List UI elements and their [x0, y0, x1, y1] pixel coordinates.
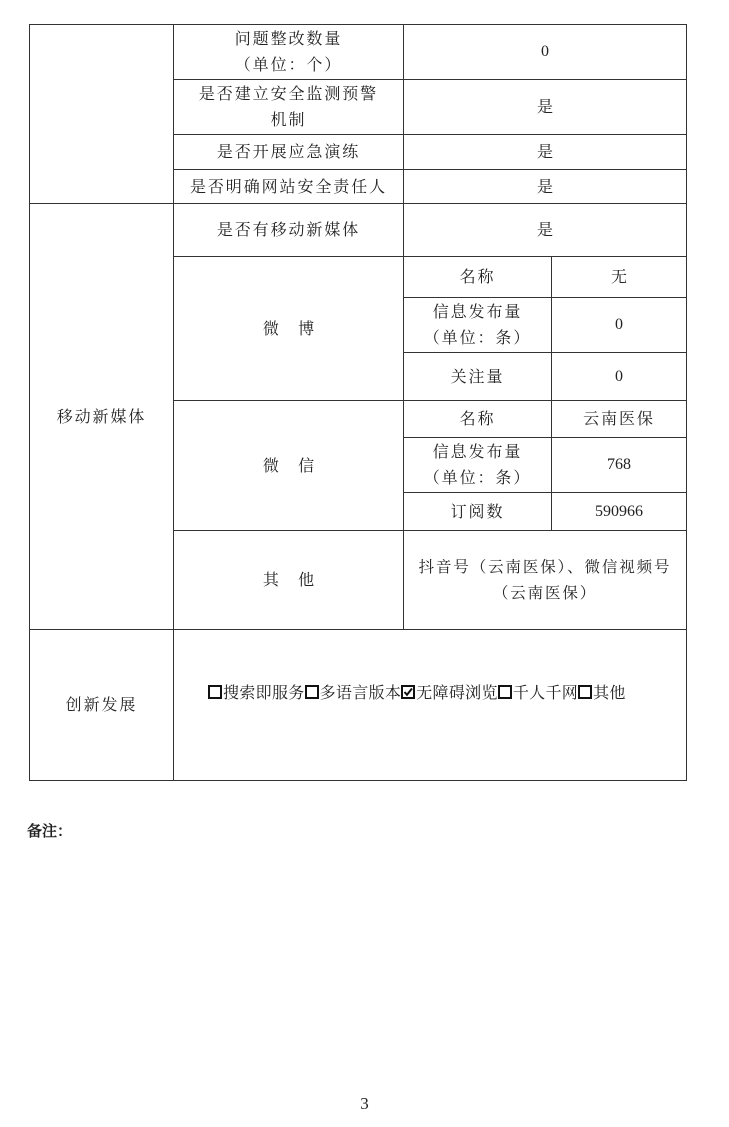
option-multilingual[interactable] — [305, 680, 402, 706]
wechat-subscribers-value: 590966 — [551, 492, 687, 531]
option-label: 搜索即服务 — [223, 683, 305, 702]
rectify-count-value: 0 — [403, 24, 687, 80]
checkbox-unchecked-icon[interactable] — [305, 685, 319, 699]
early-warning-value: 是 — [403, 79, 687, 135]
early-warning-label-line2: 机制 — [270, 110, 307, 129]
mobile-media-section-label: 移动新媒体 — [29, 203, 174, 630]
rectify-count-label-line1: 问题整改数量 — [234, 29, 343, 48]
wechat-subscribers-label: 订阅数 — [403, 492, 552, 531]
wechat-name-label: 名称 — [403, 400, 552, 438]
has-media-label: 是否有移动新媒体 — [173, 203, 404, 257]
weibo-posts-label — [403, 297, 552, 353]
weibo-posts-label-line1: 信息发布量 — [432, 302, 523, 321]
rectify-count-label — [173, 24, 404, 80]
wechat-posts-value: 768 — [551, 437, 687, 493]
rectify-count-label-line2: （单位：个） — [234, 55, 343, 74]
early-warning-label-line1: 是否建立安全监测预警 — [198, 84, 379, 103]
innovation-options — [173, 629, 687, 781]
option-label: 千人千网 — [512, 683, 579, 702]
wechat-name-value: 云南医保 — [551, 400, 687, 438]
other-value — [403, 530, 687, 630]
checkmark-icon — [403, 687, 413, 697]
wechat-label: 微信 — [173, 400, 404, 531]
weibo-followers-value: 0 — [551, 352, 687, 401]
checkbox-unchecked-icon[interactable] — [208, 685, 222, 699]
option-other[interactable] — [578, 680, 626, 706]
has-media-value: 是 — [403, 203, 687, 257]
note-label: 备注： — [27, 822, 73, 840]
weibo-name-label: 名称 — [403, 256, 552, 298]
checkbox-unchecked-icon[interactable] — [578, 685, 592, 699]
other-value-line1: 抖音号（云南医保）、微信视频号 — [418, 558, 672, 576]
checkbox-checked-icon[interactable] — [401, 685, 415, 699]
responsible-value: 是 — [403, 169, 687, 204]
weibo-posts-value: 0 — [551, 297, 687, 353]
weibo-posts-label-line2: （单位：条） — [423, 328, 532, 347]
weibo-label: 微博 — [173, 256, 404, 401]
other-value-line2: （云南医保） — [492, 584, 598, 602]
responsible-label: 是否明确网站安全责任人 — [173, 169, 404, 204]
option-accessible-browsing[interactable] — [401, 680, 498, 706]
security-section-cell — [29, 24, 174, 204]
other-label: 其他 — [173, 530, 404, 630]
wechat-posts-label — [403, 437, 552, 493]
wechat-posts-label-line1: 信息发布量 — [432, 442, 523, 461]
option-label: 多语言版本 — [319, 683, 402, 702]
early-warning-label — [173, 79, 404, 135]
innovation-section-label: 创新发展 — [29, 629, 174, 781]
drill-value: 是 — [403, 134, 687, 170]
page-number: 3 — [360, 1094, 369, 1113]
option-personalized[interactable] — [498, 680, 578, 706]
option-search-as-service[interactable] — [208, 680, 305, 706]
option-label: 无障碍浏览 — [416, 683, 498, 702]
weibo-name-value: 无 — [551, 256, 687, 298]
checkbox-unchecked-icon[interactable] — [498, 685, 512, 699]
wechat-posts-label-line2: （单位：条） — [423, 468, 532, 487]
drill-label: 是否开展应急演练 — [173, 134, 404, 170]
option-label: 其他 — [593, 683, 626, 702]
weibo-followers-label: 关注量 — [403, 352, 552, 401]
